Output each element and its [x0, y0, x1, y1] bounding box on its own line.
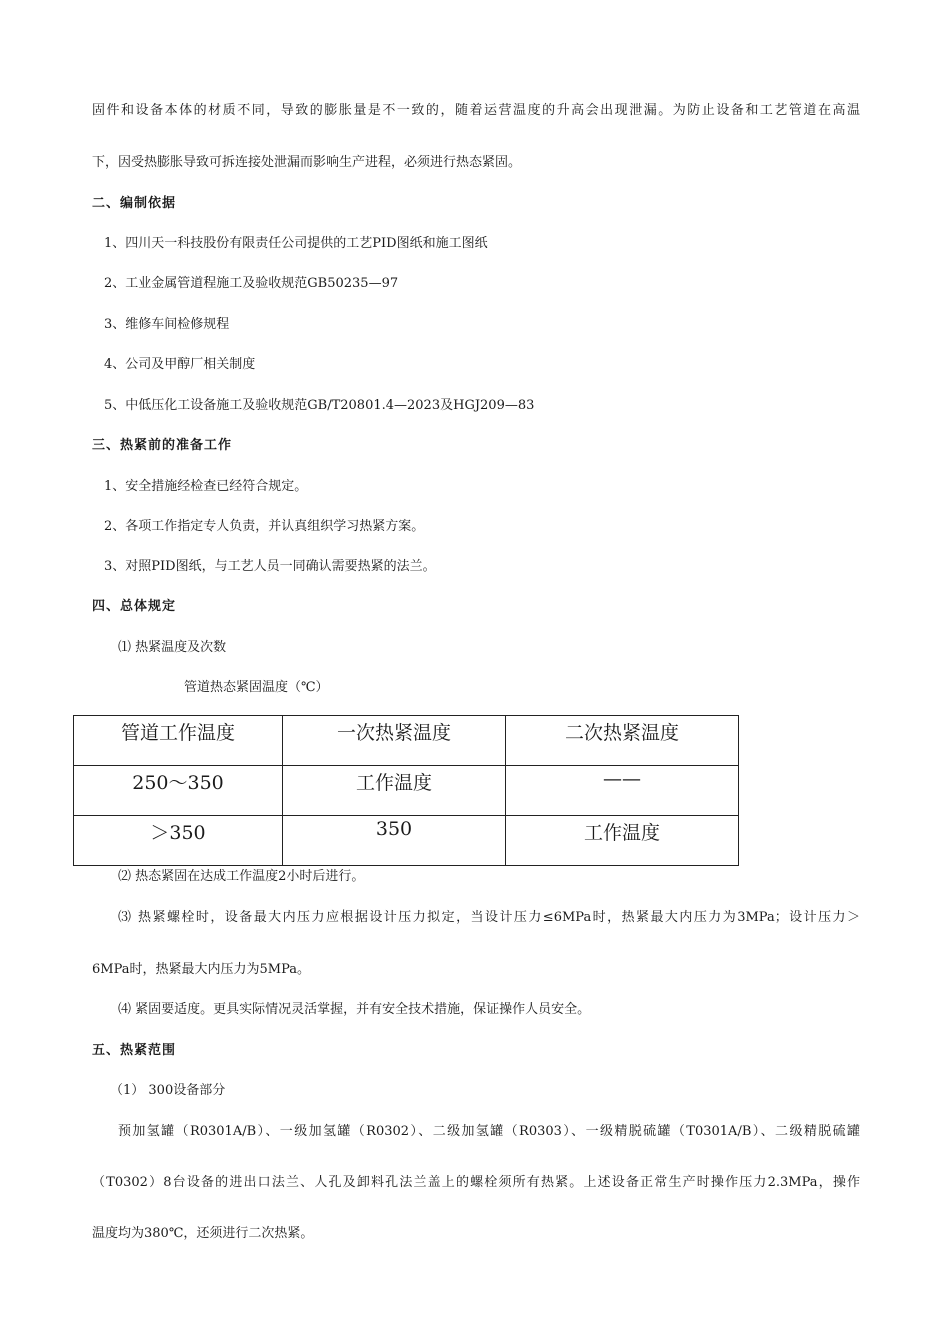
intro-line-1: 固件和设备本体的材质不同，导致的膨胀量是不一致的，随着运营温度的升高会出现泄漏。为防止设备和工艺管道在高温: [92, 103, 860, 118]
section-2-item: 1、四川天一科技股份有限责任公司提供的工艺PID图纸和施工图纸: [104, 236, 488, 251]
table-header-cell: 一次热紧温度: [283, 716, 506, 766]
table-row: [74, 766, 739, 816]
section-4-heading: 四、总体规定: [92, 599, 177, 614]
section-5-heading: 五、热紧范围: [92, 1043, 177, 1058]
table-header-cell: 管道工作温度: [74, 716, 283, 766]
section-3-heading: 三、热紧前的准备工作: [92, 438, 233, 453]
section-3-item: 2、各项工作指定专人负责，并认真组织学习热紧方案。: [104, 519, 425, 534]
table-header-cell: 二次热紧温度: [506, 716, 739, 766]
table-cell: 工作温度: [283, 766, 506, 816]
temperature-table: [73, 715, 739, 866]
intro-line-2: 下，因受热膨胀导致可拆连接处泄漏而影响生产进程，必须进行热态紧固。: [92, 155, 522, 170]
section-4-item-4: ⑷ 紧固要适度。更具实际情况灵活掌握，并有安全技术措施，保证操作人员安全。: [118, 1002, 591, 1017]
section-5-para-line-3: 温度均为380℃，还须进行二次热紧。: [92, 1226, 314, 1241]
section-4-item-3-line-1: ⑶ 热紧螺栓时，设备最大内压力应根据设计压力拟定，当设计压力≤6MPa时，热紧最大内压力为3MPa；设计压力＞: [118, 910, 860, 925]
section-5-para-line-1: 预加氢罐（R0301A/B）、一级加氢罐（R0302）、二级加氢罐（R0303）、一级精脱硫罐（T0301A/B）、二级精脱硫罐: [118, 1124, 860, 1139]
section-4-item-2: ⑵ 热态紧固在达成工作温度2小时后进行。: [118, 869, 365, 884]
section-4-item-1: ⑴ 热紧温度及次数: [118, 640, 227, 655]
section-2-heading: 二、编制依据: [92, 196, 177, 211]
section-5-para-line-2: （T0302）8台设备的进出口法兰、人孔及卸料孔法兰盖上的螺栓须所有热紧。上述设备正常生产时操作压力2.3MPa，操作: [92, 1175, 860, 1190]
section-2-item: 5、中低压化工设备施工及验收规范GB/T20801.4—2023及HGJ209—83: [104, 398, 535, 413]
section-5-item-1: （1） 300设备部分: [110, 1083, 226, 1098]
section-3-item: 1、安全措施经检查已经符合规定。: [104, 479, 308, 494]
table-cell: ＞350: [74, 816, 283, 866]
section-3-item: 3、对照PID图纸，与工艺人员一同确认需要热紧的法兰。: [104, 559, 436, 574]
table-caption: 管道热态紧固温度（℃）: [184, 680, 329, 695]
table-cell: ——: [506, 766, 739, 816]
table-cell: 250～350: [74, 766, 283, 816]
section-2-item: 3、维修车间检修规程: [104, 317, 230, 332]
table-cell: 工作温度: [506, 816, 739, 866]
section-2-item: 2、工业金属管道程施工及验收规范GB50235—97: [104, 276, 399, 291]
table-cell: 350: [283, 816, 506, 866]
section-2-item: 4、公司及甲醇厂相关制度: [104, 357, 256, 372]
table-row: [74, 816, 739, 866]
section-4-item-3-line-2: 6MPa时，热紧最大内压力为5MPa。: [92, 962, 310, 977]
table-header-row: [74, 716, 739, 766]
